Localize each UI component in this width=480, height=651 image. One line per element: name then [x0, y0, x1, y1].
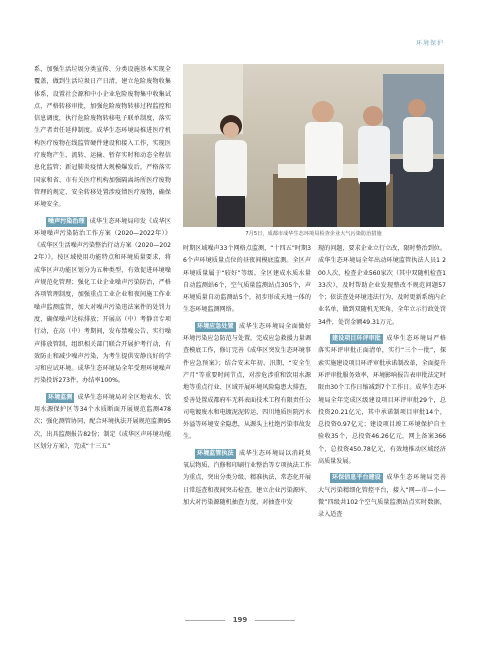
column-3	[318, 243, 446, 522]
photo-image	[183, 64, 444, 227]
section-tag: 环境保护	[415, 40, 444, 47]
paragraph	[34, 392, 171, 453]
photo-caption: 7月5日，成都市成华生态环境局检查企业大气污染防治措施	[245, 231, 382, 237]
paragraph-text: 成华生态环境局严格落实环评审批正面清单，实行“三个一批”，探索实施建设项目环评审批承诺制改革，全面提升环评审批服务效率，环境影响报告表审批法定时限由30个工作日缩减到7个工作日。成华生态环境局全年完成区级建设项目环评审批29个，总投资20.21亿元，其中承诺制项目审批14个，总投资0.97亿元；建设项目竣工环境保护自主验收35个，总投资46.26亿元，网上备案366个，总投资450.78亿元，有效地推动区域经济高质量发展。	[318, 335, 446, 466]
rule-right	[255, 620, 295, 621]
paragraph	[34, 216, 171, 388]
section-heading: 环保信息平台建设	[332, 474, 381, 482]
paragraph	[183, 448, 311, 509]
section-heading: 环境监测	[48, 393, 73, 401]
page-number-text: 199	[232, 616, 248, 624]
paragraph: 时期区域噪声33个网格点监测，“十四五”时期36个声环境质量点位的昼夜间模底监测。全区声环境质量属于“较好”等级。全区建成水质水量自动监测站6个，空气质量监测站点305个，声环境质量自动监测站5个，初步形成天地一体的生态环境监测网络。	[183, 245, 311, 314]
page-number	[0, 616, 480, 624]
section-heading: 噪声污染治理	[48, 217, 85, 225]
paragraph	[183, 321, 311, 444]
section-heading: 环境应急处置	[197, 322, 234, 330]
paragraph: 现的问题，要求企业立行立改，限时整治到位。成华生态环境局全年出动环境监管执法人员1 200人次，检查企业560家次（其中双随机检查133次），及时帮助企业发现整改不规范问题57个；依法查处环境违法行为，及时更新系统内企业名单，做到双随机无死角，全年立示行政处罚34件，处罚金额49.31万元。	[318, 245, 446, 326]
paragraph	[318, 472, 446, 521]
paragraph-text: 成华生态环境局对全区地表水、饮用水源保护区等34个水质断面开展规范监测478次；强化测管协同，配合环境执法开展规范监测95次，出具监测报告82份；制定《成华区声环境功能区划分方案》，完成“十三五”	[34, 393, 171, 450]
paragraph-text: 成华生态环境局全面做好环境污染应急防范与处置，完成应急救援力量调查模底工作，修订完善《成华区突发生态环境事件应急预案》；结合安末年初、汛期、“安全生产月”等重要时间节点，对涉危涉重和饮用水源地等重点行业、区域开展环境风险隐患大排查，妥善处置成都府车无料表面技术工程有限责任公司电镀废水和电镀泥泥转运、四川地质医院污水外溢等环境安全隐患，从源头上杜绝污染事故发生。	[183, 322, 311, 441]
section-heading: 建设项目环评审批	[332, 335, 381, 343]
column-2	[183, 243, 311, 509]
paragraph: 系、加强生活垃圾分类宣传、分类设施基本实现全覆盖，做到生活垃圾日产日清，建立危险废物收集体系，设置社会源和中小企业危险废物集中收集试点，严格转移审批，加强危险废物转移过程监控和信息调度，执行危险废物转移电子联单制度，落实生产者责任延伸制度。成华生态环境局推进医疗机构医疗废物在线监管硬件建设和接入工作，实现医疗废物产生、流转、运输、暂存实时和动态全程信息化监管；新冠肺炎疫情大规模爆发后，严格落实国家和省、市有关医疗机构加强隔离场所医疗废物管理的规定，安全转移处置涉疫情医疗废物，确保环境安全。	[34, 66, 171, 209]
section-heading: 环境监管执法	[197, 449, 234, 457]
paragraph-text: 成华生态环境局印发《成华区环境噪声污染防治工作方案（2020—2022年）》《成华区生活噪声污染整治行动方案（2020—2022年）》，按区域使用功能特点和环境质量要求，将成华区声功能区划分为五种类型，有效促进环境噪声规范化管理；强化工业企业噪声污染防治，严格各项管理制度，加强重点工业企业和夜间施工作业噪声监测监管，加大对噪声污染违法案件的处罚力度，确保噪声达标排放；开展高（中）考静音专项行动，在高（中）考期间，发布禁噪公告，实行噪声排放管制，组织相关部门联合开展护考行动，有效防止和减少噪声污染，为考生提供安静良好的学习和应试环境。成华生态环境局全年受理环境噪声污染投诉273件，办结率100%。	[34, 217, 171, 385]
paragraph-text: 成华生态环境局以消耗臭氧层物质、汽修和印刷行业整治等专项执法工作为重点，突出分类分级、精准执法，常态化开展日常巡查和夜间突击检查，建立企业污染源库、加大对污染源随机抽查力度，对抽查中发	[183, 449, 311, 506]
paragraph	[318, 333, 446, 468]
column-1	[34, 64, 171, 453]
paragraph-text: 成华生态环境局完善大气污染精细化管控平台，接入“网—市—小—微”四级共102个空气质量监测站点实时数据，录入适查	[318, 474, 446, 519]
photo	[183, 64, 444, 227]
rule-left	[185, 620, 225, 621]
